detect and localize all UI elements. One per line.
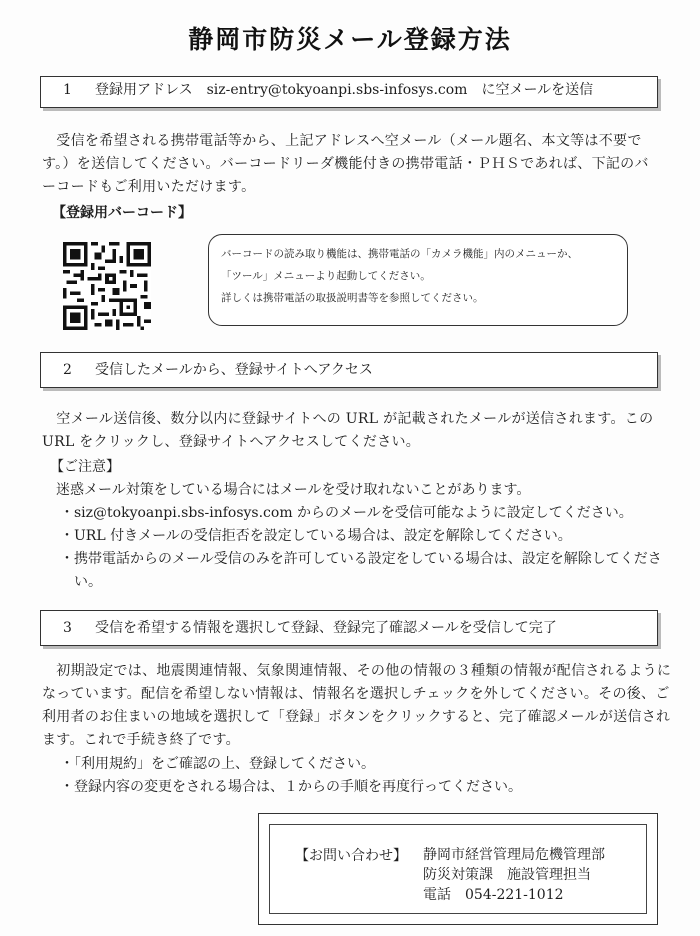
caution-heading: 【ご注意】 xyxy=(50,459,120,475)
barcode-note-line: 詳しくは携帯電話の取扱説明書等を参照してください。 xyxy=(221,292,484,304)
contact-label: 【お問い合わせ】 xyxy=(295,848,407,864)
step1-box xyxy=(40,76,658,108)
barcode-note-line: バーコードの読み取り機能は、携帯電話の「カメラ機能」内のメニューか、 xyxy=(221,248,578,260)
caution-item: ・siz@tokyoanpi.sbs-infosys.com からのメールを受信可能なように設定してください。 xyxy=(60,505,633,521)
step3-heading: 受信を希望する情報を選択して登録、登録完了確認メールを受信して完了 xyxy=(95,620,557,636)
caution-item: ・URL 付きメールの受信拒否を設定している場合は、設定を解除してください。 xyxy=(60,528,572,544)
contact-department: 静岡市経営管理局危機管理部 xyxy=(423,847,605,863)
step3-paragraph: 初期設定では、地震関連情報、気象関連情報、その他の情報の３種類の情報が配信されるようになっています。配信を希望しない情報は、情報名を選択しチェックを外してください。その後、ご利用者のお住まいの地域を選択して「登録」ボタンをクリックすると、完了確認メールが送信されます。これで手続き終了です。 xyxy=(42,663,672,748)
page-title: 静岡市防災メール登録方法 xyxy=(188,25,512,54)
step3-note-item: ・登録内容の変更をされる場合は、１からの手順を再度行ってください。 xyxy=(60,779,522,795)
step2-heading: 受信したメールから、登録サイトへアクセス xyxy=(95,362,373,378)
contact-phone[interactable]: 電話 054-221-1012 xyxy=(423,887,564,903)
barcode-note-line: 「ツール」メニューより起動してください。 xyxy=(221,270,431,282)
step3-box xyxy=(40,610,658,646)
step3-notes xyxy=(50,753,670,799)
step1-number: 1 xyxy=(63,82,72,98)
barcode-note xyxy=(208,234,628,326)
caution-item: ・携帯電話からのメール受信のみを許可している設定をしている場合は、設定を解除してください。 xyxy=(60,551,662,590)
contact-details xyxy=(423,845,605,905)
step1-heading: 登録用アドレス siz-entry@tokyoanpi.sbs-infosys.com に空メールを送信 xyxy=(95,82,594,98)
barcode-heading: 【登録用バーコード】 xyxy=(52,205,192,221)
registration-qr-code[interactable] xyxy=(63,242,151,330)
step2-box xyxy=(40,352,658,388)
caution-intro: 迷惑メール対策をしている場合にはメールを受け取れないことがあります。 xyxy=(56,482,531,498)
step2-paragraph: 空メール送信後、数分以内に登録サイトへの URL が記載されたメールが送信されます。この URL をクリックし、登録サイトへアクセスしてください。 xyxy=(42,411,654,450)
step3-number: 3 xyxy=(63,620,72,636)
contact-section: 防災対策課 施設管理担当 xyxy=(423,867,591,883)
caution-block xyxy=(50,456,675,594)
contact-box xyxy=(258,813,658,925)
step3-note-item: ・「利用規約」をご確認の上、登録してください。 xyxy=(60,756,375,772)
step1-paragraph: 受信を希望される携帯電話等から、上記アドレスへ空メール（メール題名、本文等は不要です。）を送信してください。バーコードリーダ機能付きの携帯電話・ＰＨＳであれば、下記のバーコードもご利用いただけます。 xyxy=(42,133,649,195)
step2-number: 2 xyxy=(63,362,72,378)
